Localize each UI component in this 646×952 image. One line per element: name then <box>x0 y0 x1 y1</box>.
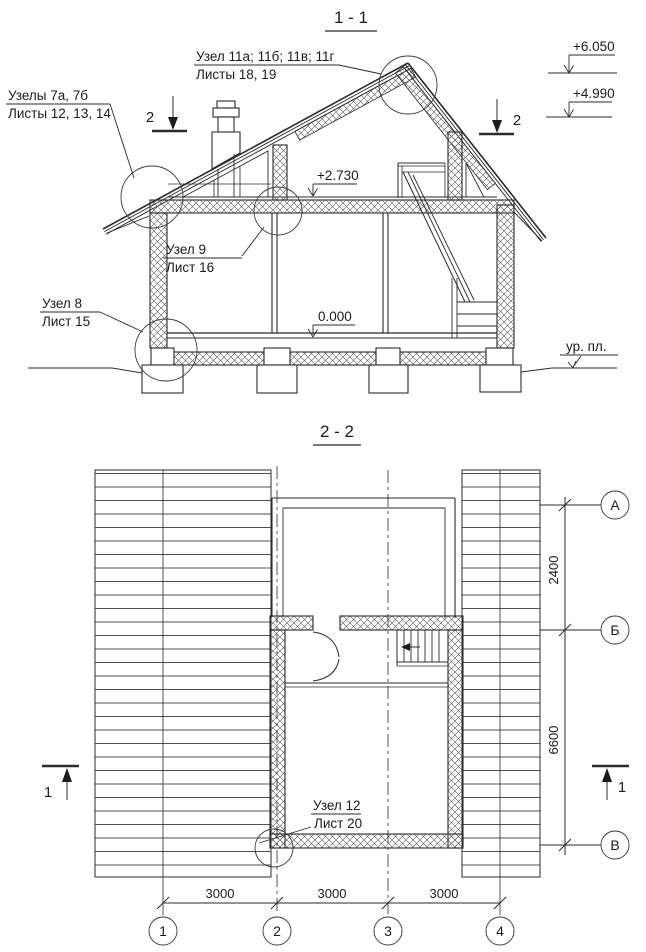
ground-floor-slab <box>167 352 497 365</box>
label-node11-line2: Листы 18, 19 <box>196 67 277 82</box>
bottom-dimensions <box>149 886 514 945</box>
ground-lines <box>28 368 617 373</box>
roof-insulation-left <box>295 68 416 140</box>
section-title: 1 - 1 <box>333 8 369 27</box>
grid-bubble-2-label: 2 <box>273 923 281 939</box>
elevation-ridge: +6.050 <box>573 39 615 54</box>
grid-bubble-1-label: 1 <box>159 923 167 939</box>
footing <box>369 365 408 393</box>
door-swing-upper <box>313 632 339 657</box>
cut-marker-2-right: 2 <box>512 112 522 129</box>
dim-6600: 6600 <box>546 725 561 755</box>
label-node7-line1: Узелы 7а, 7б <box>8 88 89 103</box>
footing <box>257 365 297 393</box>
elevation-attic: +2.730 <box>317 168 359 183</box>
label-node12-line2: Лист 20 <box>314 816 363 831</box>
outer-wall-left <box>150 213 167 348</box>
label-node8-line2: Лист 15 <box>42 314 91 329</box>
plan-title: 2 - 2 <box>319 422 355 441</box>
dim-3000-2: 3000 <box>317 886 347 901</box>
dim-3000-3: 3000 <box>429 886 459 901</box>
dim-2400: 2400 <box>546 555 561 585</box>
label-node9-line1: Узел 9 <box>166 242 207 257</box>
walls-foundation <box>142 205 521 393</box>
staircase-plan <box>397 630 448 666</box>
roof-slope-left-plan <box>95 470 271 877</box>
cut-marker-1-right: 1 <box>617 779 627 796</box>
outer-wall-right <box>497 205 514 348</box>
elevation-zero: 0.000 <box>318 309 352 324</box>
upper-room <box>272 498 455 618</box>
plan-2-2 <box>42 422 629 945</box>
label-node11-line1: Узел 11а; 11б; 11в; 11г <box>196 49 335 64</box>
cut-marker-1-left: 1 <box>43 784 53 801</box>
attic-floor-slab <box>150 200 514 213</box>
chimney <box>212 101 240 197</box>
door-swing-lower <box>313 659 339 681</box>
elevation-eave: +4.990 <box>573 86 615 101</box>
roof <box>103 63 546 242</box>
right-dimensions <box>540 491 629 859</box>
label-node8-line1: Узел 8 <box>42 296 83 311</box>
attic-wall-left <box>273 145 287 200</box>
plan-walls <box>270 616 463 848</box>
grid-bubble-4-label: 4 <box>496 923 504 939</box>
stair-direction-arrow <box>401 643 410 651</box>
roof-slope-right-plan <box>462 470 540 877</box>
label-node9-line2: Лист 16 <box>166 260 215 275</box>
label-node12-line1: Узел 12 <box>313 798 361 813</box>
grid-bubble-a-label: А <box>610 497 620 513</box>
attic-gable-wall-right <box>448 132 462 200</box>
dim-3000-1: 3000 <box>205 886 235 901</box>
detail-circles <box>121 56 437 381</box>
grid-bubble-b-label: Б <box>610 622 620 638</box>
grid-bubble-3-label: 3 <box>384 923 392 939</box>
grid-bubble-v-label: В <box>610 837 620 853</box>
ground-level-label: ур. пл. <box>566 339 607 354</box>
footing <box>480 365 521 392</box>
cut-marker-2-left: 2 <box>145 109 155 126</box>
label-node7-line2: Листы 12, 13, 14 <box>8 106 111 121</box>
section-1-1 <box>6 8 618 393</box>
callout-labels <box>6 49 381 332</box>
